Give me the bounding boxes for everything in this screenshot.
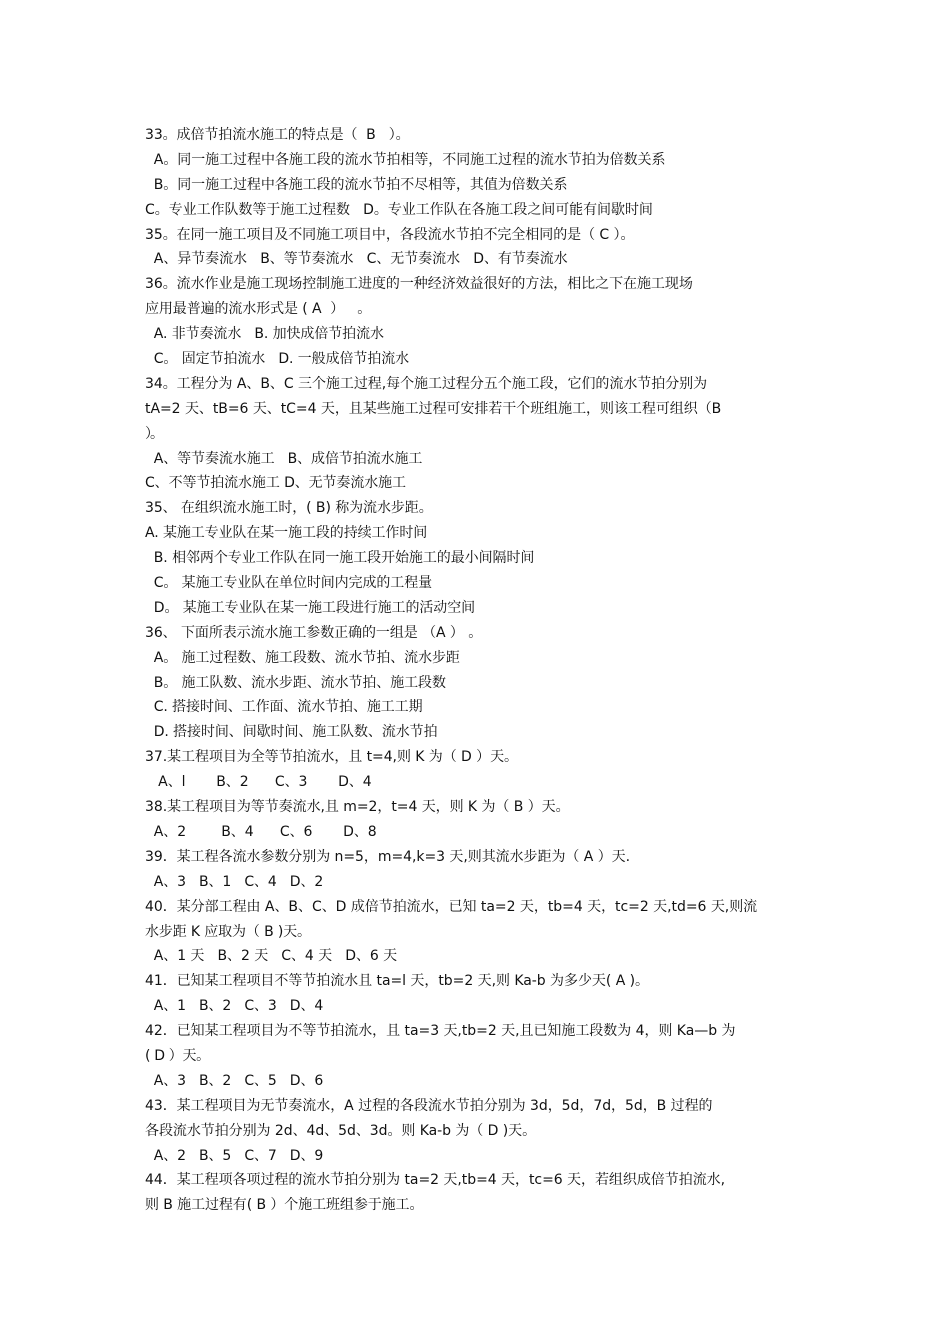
text-line: 38.某工程项目为等节奏流水,且 m=2，t=4 天，则 K 为（ B ）天。 [145,799,570,816]
text-line: A、等节奏流水施工 B、成倍节拍流水施工 [145,450,423,467]
text-line: ( D ）天。 [145,1047,210,1064]
text-line: D. 搭接时间、间歇时间、施工队数、流水节拍 [145,724,438,741]
text-line: C。 某施工专业队在单位时间内完成的工程量 [145,575,433,592]
text-line: 42．已知某工程项目为不等节拍流水，且 ta=3 天,tb=2 天,且已知施工段数为 4，则 Ka—b 为 [145,1023,736,1040]
text-line: 水步距 K 应取为（ B )天。 [145,923,311,940]
text-line: A、3 B、2 C、5 D、6 [145,1072,324,1089]
text-line: C。专业工作队数等于施工过程数 D。专业工作队在各施工段之间可能有间歇时间 [145,201,653,218]
text-line: A、l B、2 C、3 D、4 [145,774,372,791]
text-line: A、1 天 B、2 天 C、4 天 D、6 天 [145,948,398,965]
text-line: 44．某工程项各项过程的流水节拍分别为 ta=2 天,tb=4 天，tc=6 天，若组织成倍节拍流水, [145,1172,726,1189]
text-line: 应用最普遍的流水形式是 ( A ） 。 [145,301,372,318]
text-line: A、2 B、4 C、6 D、8 [145,823,377,840]
text-line: A。同一施工过程中各施工段的流水节拍相等，不同施工过程的流水节拍为倍数关系 [145,151,666,168]
text-line: A、1 B、2 C、3 D、4 [145,998,324,1015]
text-line: A. 非节奏流水 B. 加快成倍节拍流水 [145,326,384,343]
text-line: 35。在同一施工项目及不同施工项目中，各段流水节拍不完全相同的是（ C ）。 [145,226,635,243]
text-line: B。同一施工过程中各施工段的流水节拍不尽相等，其值为倍数关系 [145,176,568,193]
text-line: A、3 B、1 C、4 D、2 [145,873,324,890]
text-line: 41．已知某工程项目不等节拍流水且 ta=l 天，tb=2 天,则 Ka-b 为多少天( A )。 [145,973,650,990]
document-body [145,123,815,1218]
text-line: C。 固定节拍流水 D. 一般成倍节拍流水 [145,351,410,368]
text-line: 各段流水节拍分别为 2d、4d、5d、3d。则 Ka-b 为（ D )天。 [145,1122,537,1139]
text-line: A. 某施工专业队在某一施工段的持续工作时间 [145,525,428,542]
text-line: 40．某分部工程由 A、B、C、D 成倍节拍流水，已知 ta=2 天，tb=4 天，tc=2 天,td=6 天,则流 [145,898,758,915]
text-line: C. 搭接时间、工作面、流水节拍、施工工期 [145,699,423,716]
text-line: 37.某工程项目为全等节拍流水，且 t=4,则 K 为（ D ）天。 [145,749,518,766]
text-line: tA=2 天、tB=6 天、tC=4 天，且某些施工过程可安排若干个班组施工，则该工程可组织（B [145,400,722,417]
text-line: 43．某工程项目为无节奏流水，A 过程的各段流水节拍分别为 3d，5d，7d，5d，B 过程的 [145,1097,713,1114]
text-line: ）。 [145,425,162,442]
text-line: D。 某施工专业队在某一施工段进行施工的活动空间 [145,599,476,616]
text-line: C、不等节拍流水施工 D、无节奏流水施工 [145,475,406,492]
text-line: A。 施工过程数、施工段数、流水节拍、流水步距 [145,649,460,666]
text-line: 则 B 施工过程有( B ）个施工班组参于施工。 [145,1197,424,1214]
text-line: B. 相邻两个专业工作队在同一施工段开始施工的最小间隔时间 [145,550,535,567]
text-line: A、异节奏流水 B、等节奏流水 C、无节奏流水 D、有节奏流水 [145,251,568,268]
text-line: A、2 B、5 C、7 D、9 [145,1147,324,1164]
text-line: 33。成倍节拍流水施工的特点是（ B ）。 [145,127,410,143]
text-line: 36、 下面所表示流水施工参数正确的一组是 （A ） 。 [145,624,483,641]
text-line: 36。流水作业是施工现场控制施工进度的一种经济效益很好的方法，相比之下在施工现场 [145,276,693,293]
text-line: 35、 在组织流水施工时，( B) 称为流水步距。 [145,500,433,517]
text-line: 39．某工程各流水参数分别为 n=5，m=4,k=3 天,则其流水步距为（ A ）天. [145,848,631,865]
text-line: B。 施工队数、流水步距、流水节拍、施工段数 [145,674,446,691]
text-line: 34。工程分为 A、B、C 三个施工过程,每个施工过程分五个施工段，它们的流水节拍分别为 [145,375,708,392]
